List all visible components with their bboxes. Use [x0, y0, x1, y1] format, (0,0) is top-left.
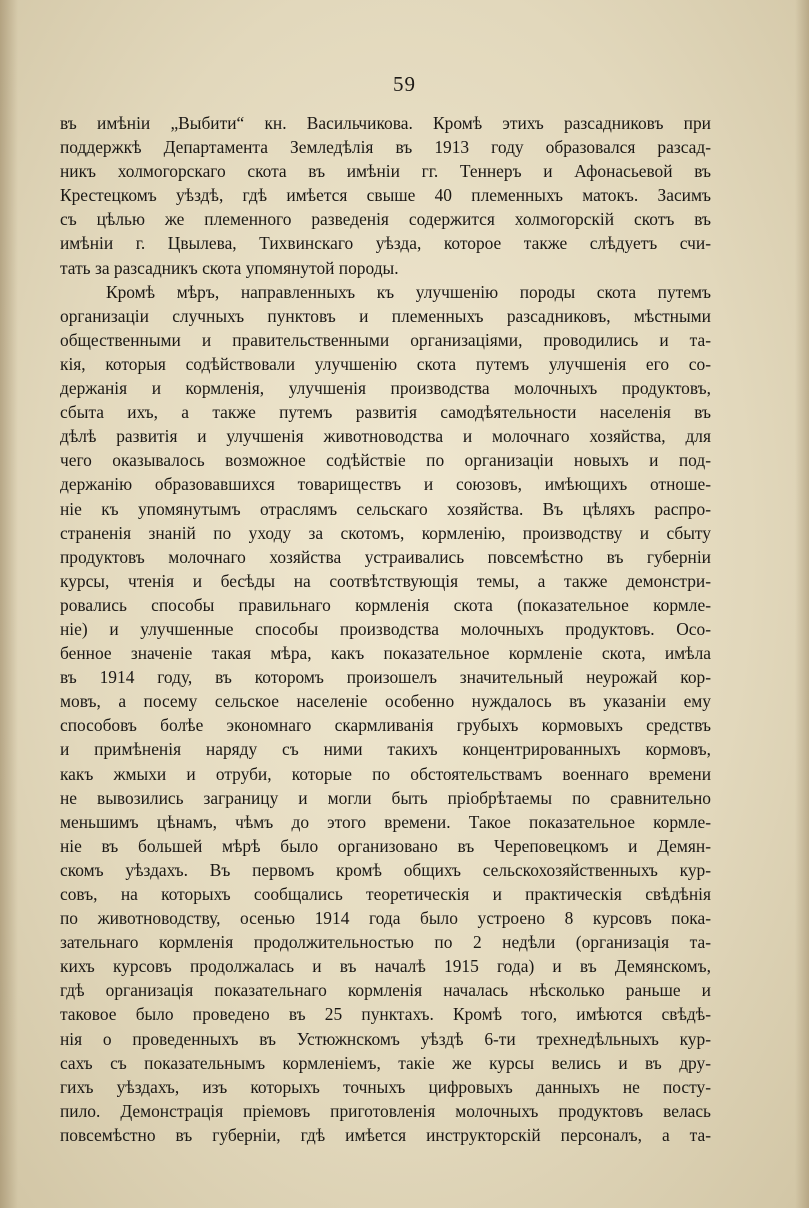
text-line: ніе въ большей мѣрѣ было организовано въ Череповецкомъ и Демян- [60, 835, 711, 856]
page-number: 59 [393, 72, 416, 96]
text-line: сбыта ихъ, а также путемъ развитія самодѣятельности населенія въ [60, 402, 711, 423]
text-line: способовъ болѣе экономнаго скармливанія грубыхъ кормовыхъ средствъ [60, 715, 711, 736]
text-line: продуктовъ молочнаго хозяйства устраивались повсемѣстно въ губерніи [60, 546, 711, 567]
text-line: съ цѣлью же племенного разведенія содержится холмогорскій скотъ въ [60, 209, 711, 230]
text-line: кихъ курсовъ продолжалась и въ началѣ 1915 года) и въ Демянскомъ, [60, 956, 711, 977]
text-line: нія о проведенныхъ въ Устюжнскомъ уѣздѣ 6-ти трехнедѣльныхъ кур- [60, 1028, 711, 1049]
text-line: и примѣненія наряду съ ними такихъ концентрированныхъ кормовъ, [60, 739, 711, 760]
text-line: какъ жмыхи и отруби, которые по обстоятельствамъ военнаго времени [60, 763, 711, 784]
text-line: гдѣ организація показательнаго кормленія началась нѣсколько раньше и [60, 980, 711, 1001]
text-line: дѣлѣ развитія и улучшенія животноводства и молочнаго хозяйства, для [60, 426, 711, 447]
paragraph-start-line: Кромѣ мѣръ, направленныхъ къ улучшенію породы скота путемъ [106, 281, 711, 302]
text-line: таковое было проведено въ 25 пунктахъ. Кромѣ того, имѣются свѣдѣ- [60, 1004, 711, 1025]
text-line: зательнаго кормленія продолжительностью по 2 недѣли (организація та- [60, 932, 711, 953]
text-line: пило. Демонстрація пріемовъ приготовленія молочныхъ продуктовъ велась [60, 1100, 711, 1121]
text-line: ніе) и улучшенные способы производства молочныхъ продуктовъ. Осо- [60, 618, 711, 639]
text-line: ніе къ упомянутымъ отраслямъ сельскаго хозяйства. Въ цѣляхъ распро- [60, 498, 711, 519]
text-line: ровались способы правильнаго кормленія скота (показательное кормле- [60, 594, 711, 615]
text-line: по животноводству, осенью 1914 года было устроено 8 курсовъ пока- [60, 908, 711, 929]
text-line: скомъ уѣздахъ. Въ первомъ кромѣ общихъ сельскохозяйственныхъ кур- [60, 859, 711, 880]
body-text [60, 111, 711, 1147]
text-line: Крестецкомъ уѣздѣ, гдѣ имѣется свыше 40 племенныхъ матокъ. Засимъ [60, 185, 711, 206]
text-line: поддержкѣ Департамента Земледѣлія въ 1913 году образовался разсад- [60, 137, 711, 158]
page-edge-shadow-left [0, 0, 18, 1208]
text-line: меньшимъ цѣнамъ, чѣмъ до этого времени. Такое показательное кормле- [60, 811, 711, 832]
text-line: не вывозились заграницу и могли быть пріобрѣтаемы по сравнительно [60, 787, 711, 808]
text-line: чего оказывалось возможное содѣйствіе по организаціи новыхъ и под- [60, 450, 711, 471]
text-line: никъ холмогорскаго скота въ имѣніи гг. Теннеръ и Афонасьевой въ [60, 161, 711, 182]
text-line: имѣніи г. Цвылева, Тихвинскаго уѣзда, которое также слѣдуетъ счи- [60, 233, 711, 254]
text-line: кія, которыя содѣйствовали улучшенію скота путемъ улучшенія его со- [60, 353, 711, 374]
text-line: держанію образовавшихся товариществъ и союзовъ, имѣющихъ отноше- [60, 474, 711, 495]
text-line: организаціи случныхъ пунктовъ и племенныхъ разсадниковъ, мѣстными [60, 305, 711, 326]
page-edge-shadow-right [795, 0, 809, 1208]
text-line: повсемѣстно въ губерніи, гдѣ имѣется инструкторскій персоналъ, а та- [60, 1124, 711, 1145]
text-line: въ имѣніи „Выбити“ кн. Васильчикова. Кромѣ этихъ разсадниковъ при [60, 113, 711, 133]
text-line: гихъ уѣздахъ, изъ которыхъ точныхъ цифровыхъ данныхъ не посту- [60, 1076, 711, 1097]
text-line: общественными и правительственными организаціями, проводились и та- [60, 329, 711, 350]
text-line: сахъ съ показательнымъ кормленіемъ, такіе же курсы велись и въ дру- [60, 1052, 711, 1073]
paragraph-end-line: тать за разсадникъ скота упомянутой породы. [60, 257, 399, 278]
text-line: въ 1914 году, въ которомъ произошелъ значительный неурожай кор- [60, 667, 711, 688]
text-line: бенное значеніе такая мѣра, какъ показательное кормленіе скота, имѣла [60, 643, 711, 664]
text-line: курсы, чтенія и бесѣды на соотвѣтствующія темы, а также демонстри- [60, 570, 711, 591]
text-line: держанія и кормленія, улучшенія производства молочныхъ продуктовъ, [60, 378, 711, 399]
text-line: совъ, на которыхъ сообщались теоретическія и практическія свѣдѣнія [60, 884, 711, 904]
text-line: мовъ, а посему сельское населеніе особенно нуждалось въ указаніи ему [60, 691, 711, 712]
text-line: страненія знаній по уходу за скотомъ, кормленію, производству и сбыту [60, 522, 711, 543]
